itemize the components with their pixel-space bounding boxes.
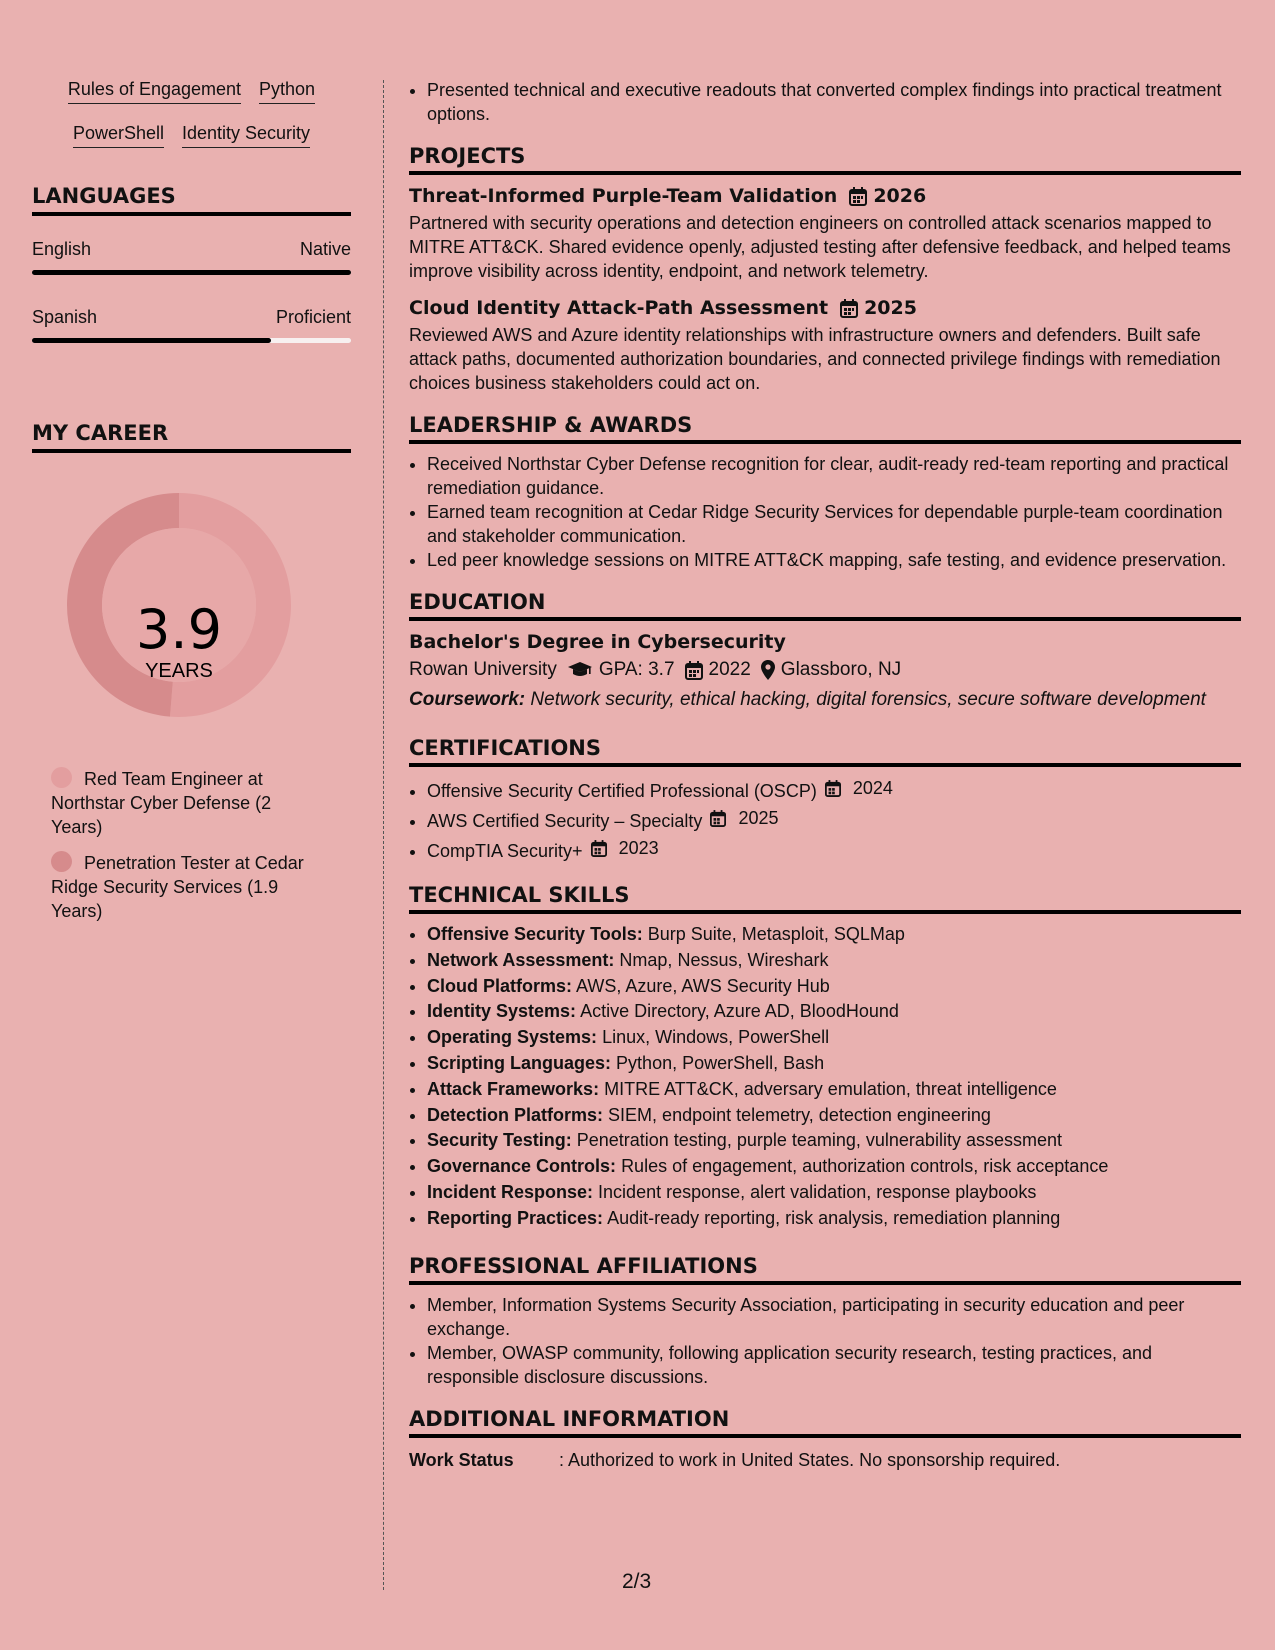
skill-item [427, 1180, 1241, 1206]
career-legend-label: Penetration Tester at Cedar Ridge Security Services (1.9 Years) [51, 853, 304, 921]
cert-year: 2023 [618, 838, 659, 858]
skills-list [409, 922, 1241, 1232]
language-bar-fill [32, 338, 271, 343]
skill-label: Operating Systems: [427, 1027, 598, 1048]
education-details [409, 657, 1241, 683]
list-item: • Member, OWASP community, following application security research, testing practices, and responsible disclosure discussions. [427, 1341, 1241, 1389]
certifications-section [409, 736, 1241, 865]
career-legend-label: Red Team Engineer at Northstar Cyber Defense (2 Years) [51, 769, 272, 837]
skill-label: Reporting Practices: [427, 1207, 604, 1228]
career-legend [32, 767, 351, 923]
additional-section [409, 1407, 1241, 1472]
coursework-label: Coursework: [409, 689, 526, 710]
career-years-unit: YEARS [145, 660, 213, 682]
project-year: 2026 [873, 185, 927, 207]
skill-label: Identity Systems: [427, 1001, 577, 1022]
skill-label: Detection Platforms: [427, 1104, 604, 1125]
work-status-value: : Authorized to work in United States. No sponsorship required. [559, 1449, 1061, 1470]
graduation-year: 2022 [708, 659, 751, 680]
skill-item [427, 1206, 1241, 1232]
school-name: Rowan University [409, 659, 557, 680]
cert-name: CompTIA Security+ [427, 841, 583, 861]
leadership-section [409, 413, 1241, 572]
list-item [427, 805, 1241, 835]
tag-row [32, 78, 351, 104]
skill-label: Scripting Languages: [427, 1052, 612, 1073]
tag-row [32, 122, 351, 148]
leadership-list [409, 452, 1241, 572]
affiliations-heading: PROFESSIONAL AFFILIATIONS [409, 1254, 1241, 1285]
skill-label: Incident Response: [427, 1181, 594, 1202]
projects-section [409, 144, 1241, 395]
project-description: Partnered with security operations and detection engineers on controlled attack scenarios mapped to MITRE ATT&CK. Shared evidence openly, adjusted testing after defensive feedback, and helped teams improve visibility across identity, endpoint, and network telemetry. [409, 213, 1231, 281]
career-years-value: 3.9 [136, 598, 222, 661]
list-item: • Received Northstar Cyber Defense recognition for clear, audit-ready red-team reporting and practical remediation guidance. [427, 452, 1241, 500]
gpa: GPA: 3.7 [598, 659, 675, 680]
skill-item [427, 999, 1241, 1025]
legend-dot-icon [51, 851, 72, 872]
language-name: English [32, 239, 92, 259]
skill-item [427, 1103, 1241, 1129]
list-item: • Led peer knowledge sessions on MITRE ATT&CK mapping, safe testing, and evidence preservation. [427, 548, 1241, 572]
skill-value: Incident response, alert validation, response playbooks [598, 1181, 1037, 1202]
project-description: Reviewed AWS and Azure identity relationships with infrastructure owners and defenders. Built safe attack paths, documented authorization boundaries, and connected privilege findings with remediation choices business stakeholders could act on. [409, 325, 1221, 393]
language-bar [32, 270, 351, 275]
skill-tag: PowerShell [73, 122, 164, 148]
graduation-cap-icon [567, 661, 593, 679]
skill-label: Governance Controls: [427, 1156, 617, 1177]
skill-item [427, 1051, 1241, 1077]
main-content [409, 78, 1241, 1472]
skills-section [409, 883, 1241, 1232]
skill-value: AWS, Azure, AWS Security Hub [576, 975, 830, 996]
language-bar [32, 338, 351, 343]
experience-bullets [409, 78, 1241, 126]
education-location: Glassboro, NJ [780, 659, 902, 680]
skill-value: SIEM, endpoint telemetry, detection engineering [608, 1104, 991, 1125]
languages-heading: LANGUAGES [32, 184, 351, 216]
skill-item [427, 974, 1241, 1000]
affiliations-list [409, 1293, 1241, 1389]
list-item: • Earned team recognition at Cedar Ridge Security Services for dependable purple-team coordination and stakeholder communication. [427, 500, 1241, 548]
skill-label: Network Assessment: [427, 949, 615, 970]
project-title-text: Threat-Informed Purple-Team Validation [409, 185, 838, 207]
skill-item [427, 1128, 1241, 1154]
certifications-heading: CERTIFICATIONS [409, 736, 1241, 767]
career-legend-item [51, 851, 321, 923]
skill-item [427, 1077, 1241, 1103]
skill-item [427, 922, 1241, 948]
skill-value: Nmap, Nessus, Wireshark [619, 949, 829, 970]
education-section [409, 590, 1241, 712]
project-title-text: Cloud Identity Attack-Path Assessment [409, 297, 829, 319]
career-heading: MY CAREER [32, 421, 351, 453]
work-status-label: Work Status [409, 1449, 514, 1470]
skill-value: Linux, Windows, PowerShell [602, 1027, 830, 1048]
work-status-row [409, 1448, 1241, 1472]
language-name: Spanish [32, 307, 98, 327]
sidebar [32, 78, 351, 935]
career-legend-item [51, 767, 321, 839]
certifications-list [409, 775, 1241, 865]
cert-year: 2024 [852, 778, 893, 798]
page-number: 2/3 [622, 1570, 652, 1593]
legend-dot-icon [51, 767, 72, 788]
list-item: • Member, Information Systems Security Association, participating in security education and peer exchange. [427, 1293, 1241, 1341]
column-divider [383, 80, 384, 1590]
career-donut-chart [32, 493, 351, 733]
skill-value: Penetration testing, purple teaming, vulnerability assessment [576, 1130, 1062, 1151]
cert-name: Offensive Security Certified Professional (OSCP) [427, 781, 817, 801]
skill-item [427, 1025, 1241, 1051]
skill-value: Python, PowerShell, Bash [616, 1052, 825, 1073]
list-item [427, 835, 1241, 865]
calendar-icon [825, 780, 841, 797]
education-heading: EDUCATION [409, 590, 1241, 621]
skill-tag: Python [259, 78, 315, 104]
skill-label: Offensive Security Tools: [427, 924, 643, 944]
skill-value: MITRE ATT&CK, adversary emulation, threat intelligence [604, 1078, 1057, 1099]
language-item [32, 306, 351, 343]
language-level: Proficient [275, 307, 351, 327]
project-title [409, 297, 1241, 319]
cert-name: AWS Certified Security – Specialty [427, 811, 703, 831]
project-title [409, 185, 1241, 207]
skills-heading: TECHNICAL SKILLS [409, 883, 1241, 914]
skill-label: Cloud Platforms: [427, 975, 573, 996]
leadership-heading: LEADERSHIP & AWARDS [409, 413, 1241, 444]
skill-item [427, 1154, 1241, 1180]
language-level: Native [299, 239, 351, 259]
project-year: 2025 [864, 297, 917, 319]
calendar-icon [685, 661, 703, 680]
calendar-icon [849, 187, 867, 206]
skill-value: Audit-ready reporting, risk analysis, remediation planning [607, 1207, 1061, 1228]
projects-heading: PROJECTS [409, 144, 1241, 175]
affiliations-section [409, 1254, 1241, 1389]
calendar-icon [840, 299, 858, 318]
skill-label: Attack Frameworks: [427, 1078, 600, 1099]
skill-tag: Identity Security [182, 122, 310, 148]
skill-tag: Rules of Engagement [68, 78, 241, 104]
skill-value: Active Directory, Azure AD, BloodHound [580, 1001, 899, 1022]
list-item [427, 775, 1241, 805]
coursework-text: Network security, ethical hacking, digital forensics, secure software development [530, 689, 1206, 710]
skill-value: Rules of engagement, authorization controls, risk acceptance [621, 1156, 1109, 1177]
skill-label: Security Testing: [427, 1130, 572, 1151]
calendar-icon [591, 840, 607, 857]
additional-heading: ADDITIONAL INFORMATION [409, 1407, 1241, 1438]
calendar-icon [710, 810, 726, 827]
list-item: • Presented technical and executive readouts that converted complex findings into practical treatment options. [427, 78, 1241, 126]
language-bar-fill [32, 270, 351, 275]
language-item [32, 238, 351, 275]
cert-year: 2025 [738, 808, 779, 828]
coursework [409, 687, 1241, 712]
location-pin-icon [761, 660, 775, 680]
degree-title: Bachelor's Degree in Cybersecurity [409, 631, 786, 653]
skill-value: Burp Suite, Metasploit, SQLMap [647, 924, 905, 944]
skill-item [427, 948, 1241, 974]
